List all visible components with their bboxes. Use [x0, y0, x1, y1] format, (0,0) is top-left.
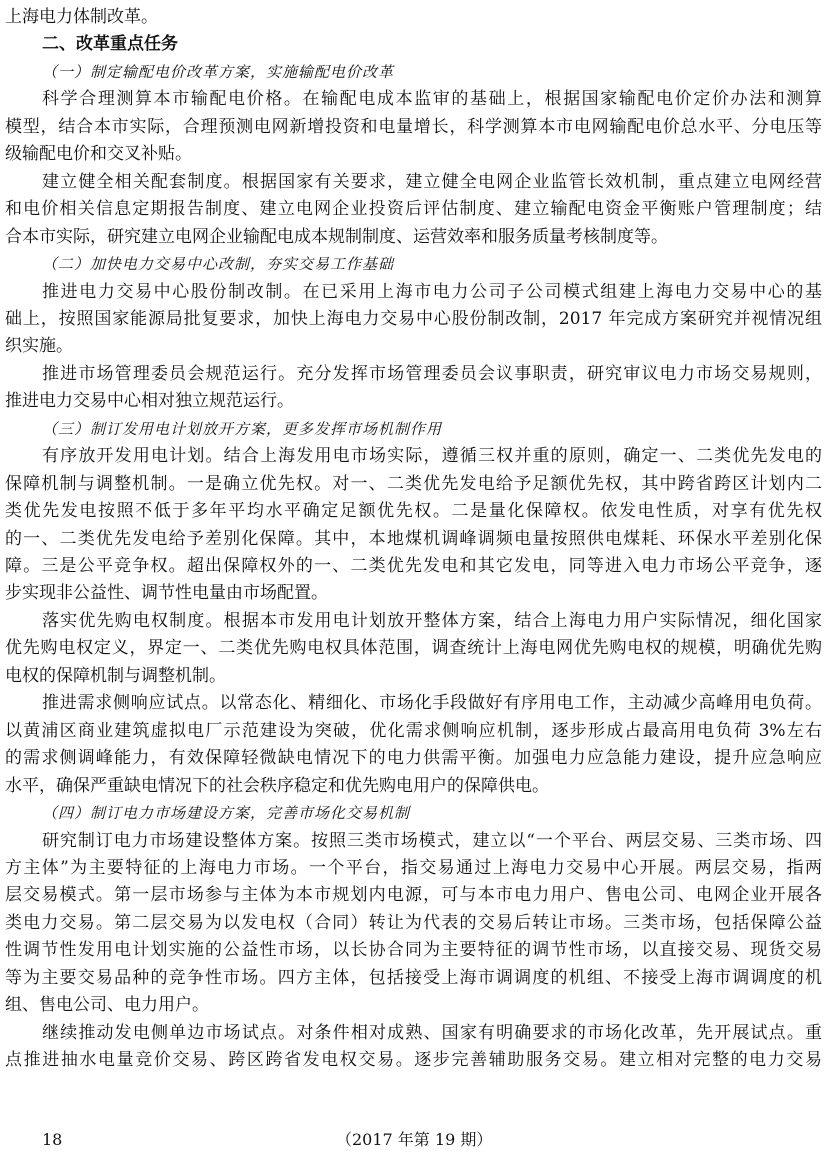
paragraph-line: 等为主要交易品种的竞争性市场。四方主体，包括接受上海市调调度的机组、不接受上海市调调度的机: [5, 967, 822, 988]
paragraph-line: 方主体”为主要特征的上海电力市场。一个平台，指交易通过上海电力交易中心开展。两层交易，指两: [5, 857, 822, 878]
paragraph-line: 织实施。: [5, 336, 73, 357]
paragraph-line: 性调节性发用电计划实施的公益性市场，以长协合同为主要特征的调节性市场，以直接交易、现货交易: [5, 940, 822, 961]
paragraph-line: 点推进抽水电量竞价交易、跨区跨省发电权交易。逐步完善辅助服务交易。建立相对完整的电力交易: [5, 1050, 822, 1071]
paragraph-line: 有序放开发用电计划。结合上海发用电市场实际，遵循三权并重的原则，确定一、二类优先发电的: [42, 446, 822, 467]
paragraph-line: 科学合理测算本市输配电价格。在输配电成本监审的基础上，根据国家输配电价定价办法和测算: [42, 89, 822, 110]
subsection-heading: （四）制订电力市场建设方案，完善市场化交易机制: [42, 804, 411, 823]
paragraph-line: 的需求侧调峰能力，有效保障轻微缺电情况下的电力供需平衡。加强电力应急能力建设，提升应急响应: [5, 748, 822, 769]
paragraph-line: 层交易模式。第一层市场参与主体为本市规划内电源，可与本市电力用户、售电公司、电网企业开展各: [5, 885, 822, 906]
paragraph-line: 模型，结合本市实际，合理预测电网新增投资和电量增长，科学测算本市电网输配电价总水平、分电压等: [5, 116, 822, 137]
paragraph-line: 类优先发电按照不低于多年平均水平确定足额优先权。二是量化保障权。依发电性质，对享有优先权: [5, 501, 822, 522]
paragraph-line: 推进电力交易中心股份制改制。在已采用上海市电力公司子公司模式组建上海电力交易中心的基: [42, 281, 822, 302]
paragraph-line: 步实现非公益性、调节性电量由市场配置。: [5, 583, 328, 604]
paragraph-line: 推进市场管理委员会规范运行。充分发挥市场管理委员会议事职责，研究审议电力市场交易规则，: [42, 363, 822, 384]
paragraph-line: 推进需求侧响应试点。以常态化、精细化、市场化手段做好有序用电工作，主动减少高峰用电负荷。: [42, 693, 822, 714]
paragraph-line: 推进电力交易中心相对独立规范运行。: [5, 391, 294, 412]
paragraph-line: 组、售电公司、电力用户。: [5, 995, 209, 1016]
paragraph-line: 优先购电权定义，界定一、二类优先购电权具体范围，调查统计上海电网优先购电权的规模，明确优先购: [5, 638, 822, 659]
paragraph-line: 障。三是公平竞争权。超出保障权外的一、二类优先发电和其它发电，同等进入电力市场公平竞争，逐: [5, 556, 822, 576]
paragraph-line: 的一、二类优先发电给予差别化保障。其中，本地煤机调峰调频电量按照供电煤耗、环保水平差别化保: [5, 528, 822, 549]
paragraph-line: 础上，按照国家能源局批复要求，加快上海电力交易中心股份制改制，2017 年完成方案研究并视情况组: [5, 308, 822, 329]
paragraph-line: 以黄浦区商业建筑虚拟电厂示范建设为突破，优化需求侧响应机制，逐步形成占最高用电负荷 3%左右: [5, 720, 822, 741]
paragraph-line: 上海电力体制改革。: [5, 7, 158, 27]
paragraph-line: 研究制订电力市场建设整体方案。按照三类市场模式，建立以“一个平台、两层交易、三类市场、四: [42, 830, 822, 851]
paragraph-line: 保障机制与调整机制。一是确立优先权。对一、二类优先发电给予足额优先权，其中跨省跨区计划内二: [5, 473, 822, 494]
paragraph-line: 继续推动发电侧单边市场试点。对条件相对成熟、国家有明确要求的市场化改革，先开展试点。重: [42, 1022, 822, 1043]
paragraph-line: 落实优先购电权制度。根据本市发用电计划放开整体方案，结合上海电力用户实际情况，细化国家: [42, 610, 822, 631]
paragraph-line: 建立健全相关配套制度。根据国家有关要求，建立健全电网企业监管长效机制，重点建立电网经营: [42, 171, 822, 192]
subsection-heading: （二）加快电力交易中心改制，夯实交易工作基础: [42, 255, 395, 274]
subsection-heading: （一）制定输配电价改革方案，实施输配电价改革: [42, 62, 395, 81]
issue-label: （2017 年第 19 期）: [336, 1130, 493, 1149]
paragraph-line: 级输配电价和交叉补贴。: [5, 144, 192, 165]
section-heading: 二、改革重点任务: [42, 34, 178, 55]
paragraph-line: 合本市实际，研究建立电网企业输配电成本规制制度、运营效率和服务质量考核制度等。: [5, 226, 668, 247]
paragraph-line: 和电价相关信息定期报告制度、建立电网企业投资后评估制度、建立输配电资金平衡账户管理制度；结: [5, 199, 822, 220]
paragraph-line: 水平，确保严重缺电情况下的社会秩序稳定和优先购电用户的保障供电。: [5, 775, 549, 796]
paragraph-line: 电权的保障机制与调整机制。: [5, 665, 226, 686]
subsection-heading: （三）制订发用电计划放开方案，更多发挥市场机制作用: [42, 419, 443, 438]
paragraph-line: 类电力交易。第二层交易为以发电权（合同）转让为代表的交易后转让市场。三类市场，包括保障公益: [5, 912, 822, 933]
page-number: 18: [42, 1130, 63, 1149]
